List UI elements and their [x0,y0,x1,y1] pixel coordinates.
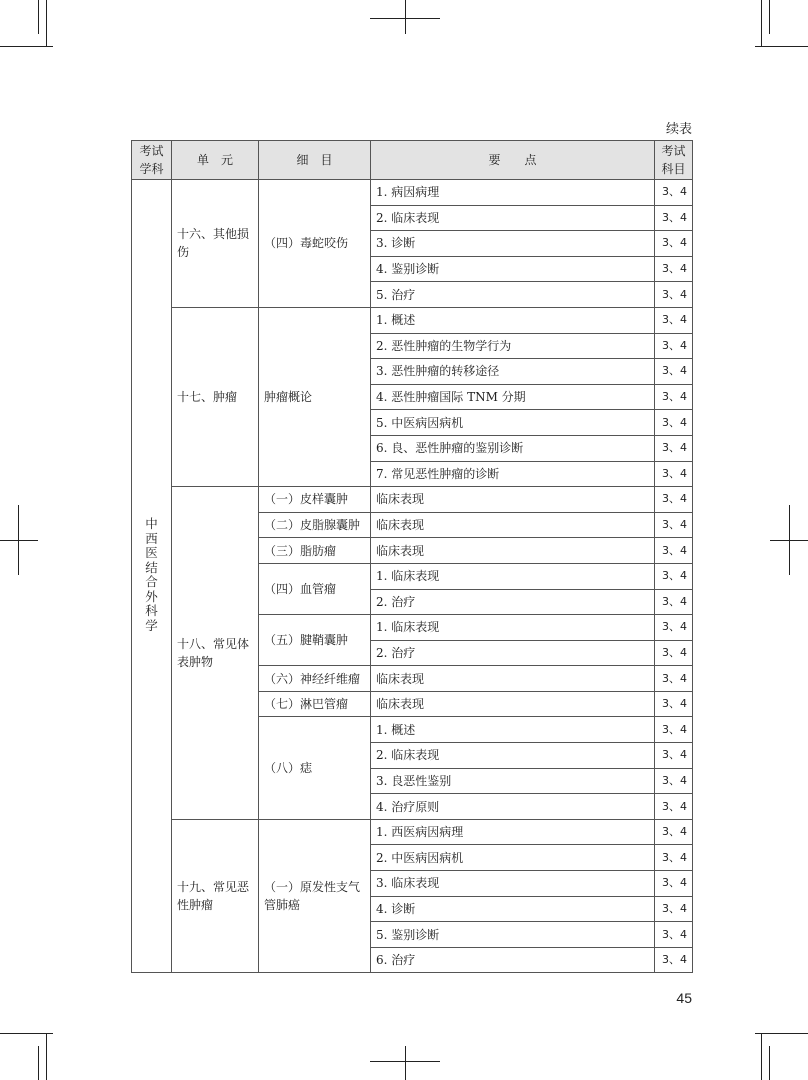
point-cell: 1. 临床表现 [371,615,655,641]
point-cell: 临床表现 [371,538,655,564]
detail-cell: （七）淋巴管瘤 [259,691,371,717]
point-cell: 2. 治疗 [371,589,655,615]
unit-cell: 十七、肿瘤 [172,307,259,486]
level-cell: 3、4 [655,666,693,692]
point-cell: 1. 病因病理 [371,180,655,206]
unit-cell: 十八、常见体表肿物 [172,487,259,820]
point-cell: 临床表现 [371,487,655,513]
point-cell: 临床表现 [371,512,655,538]
crop-mark [405,1046,406,1080]
crop-mark [769,0,770,34]
level-cell: 3、4 [655,538,693,564]
level-cell: 3、4 [655,819,693,845]
crop-mark [0,46,53,47]
point-cell: 3. 良恶性鉴别 [371,768,655,794]
page-number: 45 [676,990,692,1006]
level-cell: 3、4 [655,845,693,871]
point-cell: 5. 中医病因病机 [371,410,655,436]
crop-mark [18,505,19,575]
level-cell: 3、4 [655,691,693,717]
crop-mark [405,0,406,34]
table-row [132,487,693,513]
level-cell: 3、4 [655,768,693,794]
table-header-row [132,141,693,180]
point-cell: 临床表现 [371,691,655,717]
subject-name: 中西医结合外科学 [145,516,158,633]
level-cell: 3、4 [655,717,693,743]
detail-cell: （三）脂肪瘤 [259,538,371,564]
level-cell: 3、4 [655,615,693,641]
point-cell: 2. 临床表现 [371,743,655,769]
header-points: 要 点 [371,141,655,180]
detail-cell: （一）皮样囊肿 [259,487,371,513]
point-cell: 4. 鉴别诊断 [371,256,655,282]
header-subject: 考试学科 [132,141,172,180]
table-row [132,819,693,845]
level-cell: 3、4 [655,307,693,333]
table-body [132,180,693,973]
level-cell: 3、4 [655,922,693,948]
crop-mark [38,0,39,34]
point-cell: 1. 临床表现 [371,563,655,589]
subject-cell [132,180,172,973]
continued-label: 续表 [665,122,692,137]
crop-mark [769,1046,770,1080]
point-cell: 2. 中医病因病机 [371,845,655,871]
point-cell: 4. 诊断 [371,896,655,922]
point-cell: 5. 治疗 [371,282,655,308]
header-detail: 细 目 [259,141,371,180]
detail-cell: 肿瘤概论 [259,307,371,486]
point-cell: 6. 治疗 [371,947,655,973]
syllabus-table [131,140,693,973]
point-cell: 1. 概述 [371,307,655,333]
level-cell: 3、4 [655,231,693,257]
detail-cell: （四）血管瘤 [259,563,371,614]
level-cell: 3、4 [655,794,693,820]
crop-mark [46,1033,47,1080]
level-cell: 3、4 [655,896,693,922]
level-cell: 3、4 [655,333,693,359]
detail-cell: （八）痣 [259,717,371,819]
level-cell: 3、4 [655,410,693,436]
level-cell: 3、4 [655,487,693,513]
crop-mark [761,0,762,46]
level-cell: 3、4 [655,589,693,615]
crop-mark [38,1046,39,1080]
crop-mark [755,46,808,47]
point-cell: 6. 良、恶性肿瘤的鉴别诊断 [371,435,655,461]
unit-cell: 十六、其他损伤 [172,180,259,308]
detail-cell: （四）毒蛇咬伤 [259,180,371,308]
point-cell: 3. 临床表现 [371,871,655,897]
level-cell: 3、4 [655,180,693,206]
crop-mark [46,0,47,46]
point-cell: 临床表现 [371,666,655,692]
level-cell: 3、4 [655,205,693,231]
crop-mark [0,540,38,541]
level-cell: 3、4 [655,435,693,461]
level-cell: 3、4 [655,384,693,410]
point-cell: 7. 常见恶性肿瘤的诊断 [371,461,655,487]
table-row [132,180,693,206]
level-cell: 3、4 [655,947,693,973]
point-cell: 3. 恶性肿瘤的转移途径 [371,359,655,385]
point-cell: 2. 恶性肿瘤的生物学行为 [371,333,655,359]
detail-cell: （一）原发性支气管肺癌 [259,819,371,973]
level-cell: 3、4 [655,256,693,282]
point-cell: 5. 鉴别诊断 [371,922,655,948]
point-cell: 4. 治疗原则 [371,794,655,820]
point-cell: 1. 概述 [371,717,655,743]
header-unit: 单 元 [172,141,259,180]
level-cell: 3、4 [655,743,693,769]
level-cell: 3、4 [655,359,693,385]
level-cell: 3、4 [655,282,693,308]
point-cell: 3. 诊断 [371,231,655,257]
detail-cell: （六）神经纤维瘤 [259,666,371,692]
header-level: 考试科目 [655,141,693,180]
point-cell: 2. 临床表现 [371,205,655,231]
unit-cell: 十九、常见恶性肿瘤 [172,819,259,973]
crop-mark [761,1033,762,1080]
point-cell: 4. 恶性肿瘤国际 TNM 分期 [371,384,655,410]
point-cell: 1. 西医病因病理 [371,819,655,845]
table-row [132,307,693,333]
level-cell: 3、4 [655,563,693,589]
point-cell: 2. 治疗 [371,640,655,666]
level-cell: 3、4 [655,871,693,897]
level-cell: 3、4 [655,461,693,487]
level-cell: 3、4 [655,512,693,538]
detail-cell: （五）腱鞘囊肿 [259,615,371,666]
level-cell: 3、4 [655,640,693,666]
detail-cell: （二）皮脂腺囊肿 [259,512,371,538]
crop-mark [789,505,790,575]
crop-mark [755,1033,808,1034]
